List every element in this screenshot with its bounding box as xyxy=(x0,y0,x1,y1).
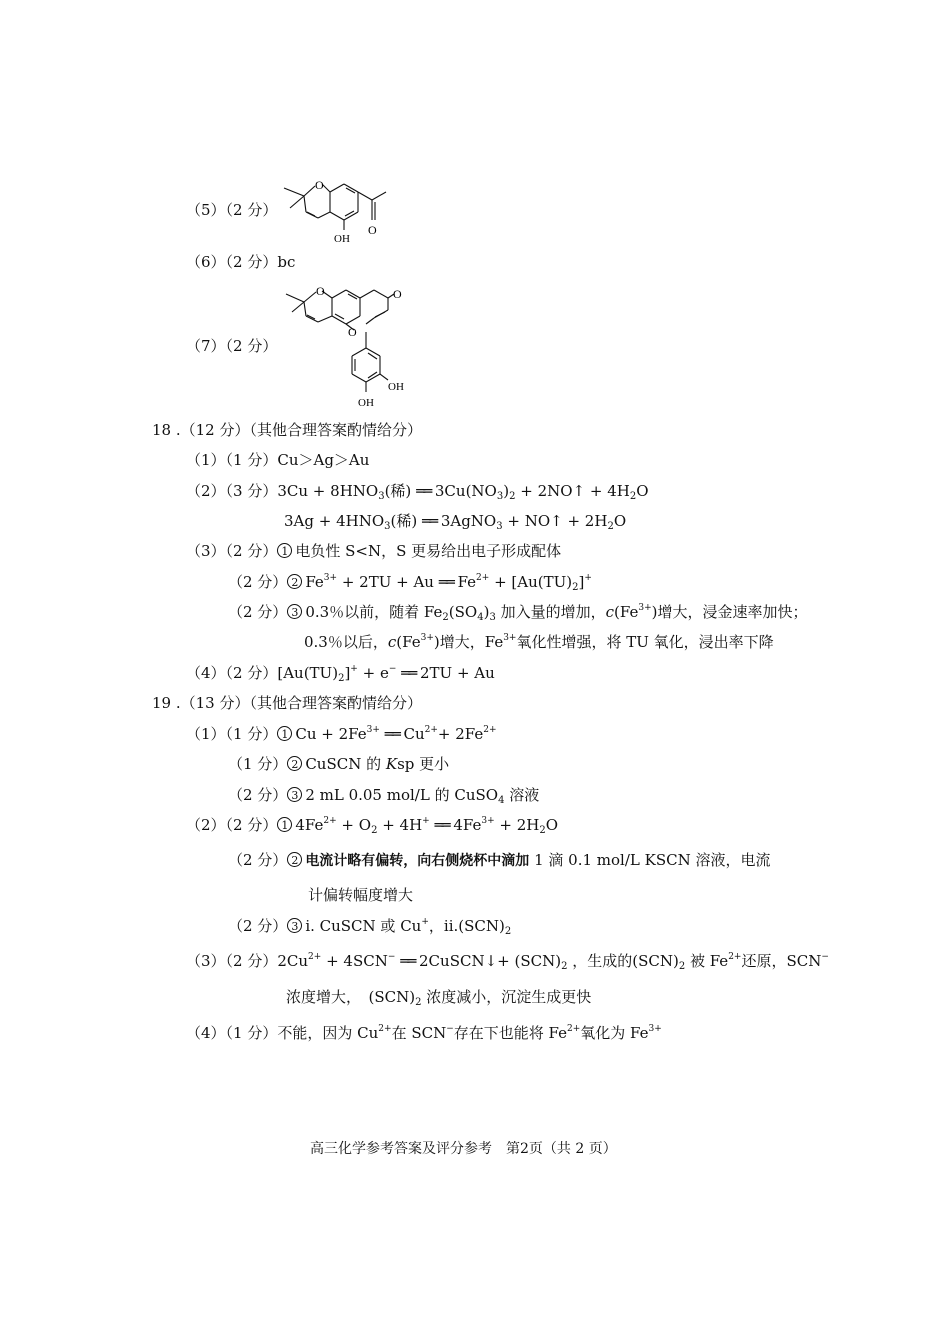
q19-p2c-label: （2 分） xyxy=(228,917,288,935)
atom-ketone-o: O xyxy=(368,223,377,237)
q19-p1b xyxy=(228,754,449,774)
ksp-symbol: K xyxy=(385,755,398,773)
q18-p3c-cont: 0.3％以后，$c(Fe^{3+})$增大，$Fe^{3+}$氧化性增强，将 TU 氧化，浸出率下降 xyxy=(304,633,774,651)
q18-p4: （4）（2 分）$[Au(TU)_2]^+ + e^-$ ══ 2TU + Au xyxy=(186,664,495,684)
q19-p2b-label: （2 分） xyxy=(228,851,288,869)
circled-number: 2 xyxy=(287,574,302,589)
q18-p1-label: （1）（1 分） xyxy=(186,451,278,469)
q18-p1 xyxy=(186,450,369,470)
atom-o-ring: O xyxy=(316,284,325,298)
q19-p3: （3）（2 分）$2Cu^{2+} + 4SCN^-$ ══ 2CuSCN↓+ $(SCN)_2$ ，生成的$(SCN)_2$ 被 $Fe^{2+}$还原，SCN− xyxy=(186,952,829,972)
circled-number: 2 xyxy=(287,852,302,867)
q19-p4: （4）（1 分）不能，因为 $Cu^{2+}$在 SCN−存在下也能将 $Fe^{2+}$氧化为 $Fe^{3+}$ xyxy=(186,1024,662,1042)
atom-o: O xyxy=(315,178,324,192)
circled-number: 3 xyxy=(287,787,302,802)
q19-p1b-label: （1 分） xyxy=(228,755,288,773)
q18-p3c: （2 分） 3 0.3％以前，随着 $Fe_2(SO_4)_3$ 加入量的增加，$c(Fe^{3+})$增大，浸金速率加快； xyxy=(228,603,808,623)
q18-p2-eq2: $3Ag + 4HNO_3$(稀) ══ 3AgNO$_3$ + NO↑ + $2H_2O$ xyxy=(284,512,627,532)
q18-p3a xyxy=(186,541,561,561)
q18-p3b-label: （2 分） xyxy=(228,573,288,591)
circled-number: 1 xyxy=(277,817,292,832)
q19-p1c-label: （2 分） xyxy=(228,786,288,804)
circled-number: 3 xyxy=(287,918,302,933)
q19-p4-label: （4）（1 分） xyxy=(186,1024,278,1042)
q18-p2-label: （2）（3 分） xyxy=(186,482,278,500)
circled-number: 1 xyxy=(277,726,292,741)
q18-p4-label: （4）（2 分） xyxy=(186,664,278,682)
atom-oh2: OH xyxy=(358,397,374,409)
q19-p2a: （2）（2 分） 1 $4Fe^{2+} + O_2 + 4H^+$ ══ $4Fe^{3+} + 2H_2O$ xyxy=(186,816,559,836)
q18-p3a-text: 电负性 S<N，S 更易给出电子形成配体 xyxy=(295,542,562,560)
page-footer: 高三化学参考答案及评分参考 第2页（共 2 页） xyxy=(310,1141,617,1157)
circled-number: 3 xyxy=(287,604,302,619)
atom-oh1: OH xyxy=(388,381,404,393)
q19-p2b-bold: 电流计略有偏转，向右侧烧杯中滴加 xyxy=(305,853,530,869)
q19-p2b xyxy=(228,850,770,871)
q17-p6 xyxy=(186,252,295,272)
circled-number: 1 xyxy=(277,543,292,558)
q17-p6-answer: bc xyxy=(277,253,296,271)
q19-p3-label: （3）（2 分） xyxy=(186,952,278,970)
circled-number: 2 xyxy=(287,756,302,771)
q19-p2c: （2 分） 3 i. CuSCN 或 Cu+，$ii.(SCN)_2$ xyxy=(228,917,512,937)
q18-p3a-label: （3）（2 分） xyxy=(186,542,278,560)
q18-p1-answer: Cu＞Ag＞Au xyxy=(277,451,370,469)
q19-p1a: （1）（1 分） 1 $Cu + 2Fe^{3+}$ ══ $Cu^{2+}+ 2Fe^{2+}$ xyxy=(186,725,497,743)
q18-p3b: （2 分） 2 $Fe^{3+} + 2TU + Au$ ══ $Fe^{2+} + [Au(TU)_2]^+$ xyxy=(228,573,592,593)
q19-p1c-sub: 4 xyxy=(498,795,505,806)
q18-p3c-label: （2 分） xyxy=(228,603,288,621)
q19-p1b-text-end: sp 更小 xyxy=(397,755,450,773)
q18-header: 18 .（12 分）（其他合理答案酌情给分） xyxy=(152,421,422,439)
q19-p3-cont: 浓度增大， $(SCN)_2$ 浓度减小，沉淀生成更快 xyxy=(286,988,592,1008)
q19-p1c-text-end: 溶液 xyxy=(504,786,540,804)
q19-p2a-label: （2）（2 分） xyxy=(186,816,278,834)
q19-p2b-cont: 计偏转幅度增大 xyxy=(308,886,414,904)
q17-p5-label: （5）（2 分） xyxy=(186,201,278,219)
q19-header: 19 .（13 分）（其他合理答案酌情给分） xyxy=(152,694,422,712)
q18-p2-eq1: （2）（3 分）$3Cu + 8HNO_3$(稀) ══ $3Cu(NO_3)_2$ + 2NO↑ + $4H_2O$ xyxy=(186,482,649,502)
structure-5 xyxy=(282,172,402,244)
q19-p1c xyxy=(228,785,539,805)
q17-p7-label: （7）（2 分） xyxy=(186,337,278,355)
q19-p1b-text: CuSCN 的 xyxy=(305,755,386,773)
q17-p6-label: （6）（2 分） xyxy=(186,253,278,271)
atom-o-ring2: O xyxy=(348,325,357,339)
structure-7 xyxy=(284,280,414,412)
atom-o-ketone: O xyxy=(393,287,402,301)
q19-p1c-text: 2 mL 0.05 mol/L 的 CuSO xyxy=(305,786,499,804)
q19-p1a-label: （1）（1 分） xyxy=(186,725,278,743)
q19-p2b-rest: 1 滴 0.1 mol/L KSCN 溶液，电流 xyxy=(529,851,771,869)
atom-oh: OH xyxy=(334,233,350,244)
